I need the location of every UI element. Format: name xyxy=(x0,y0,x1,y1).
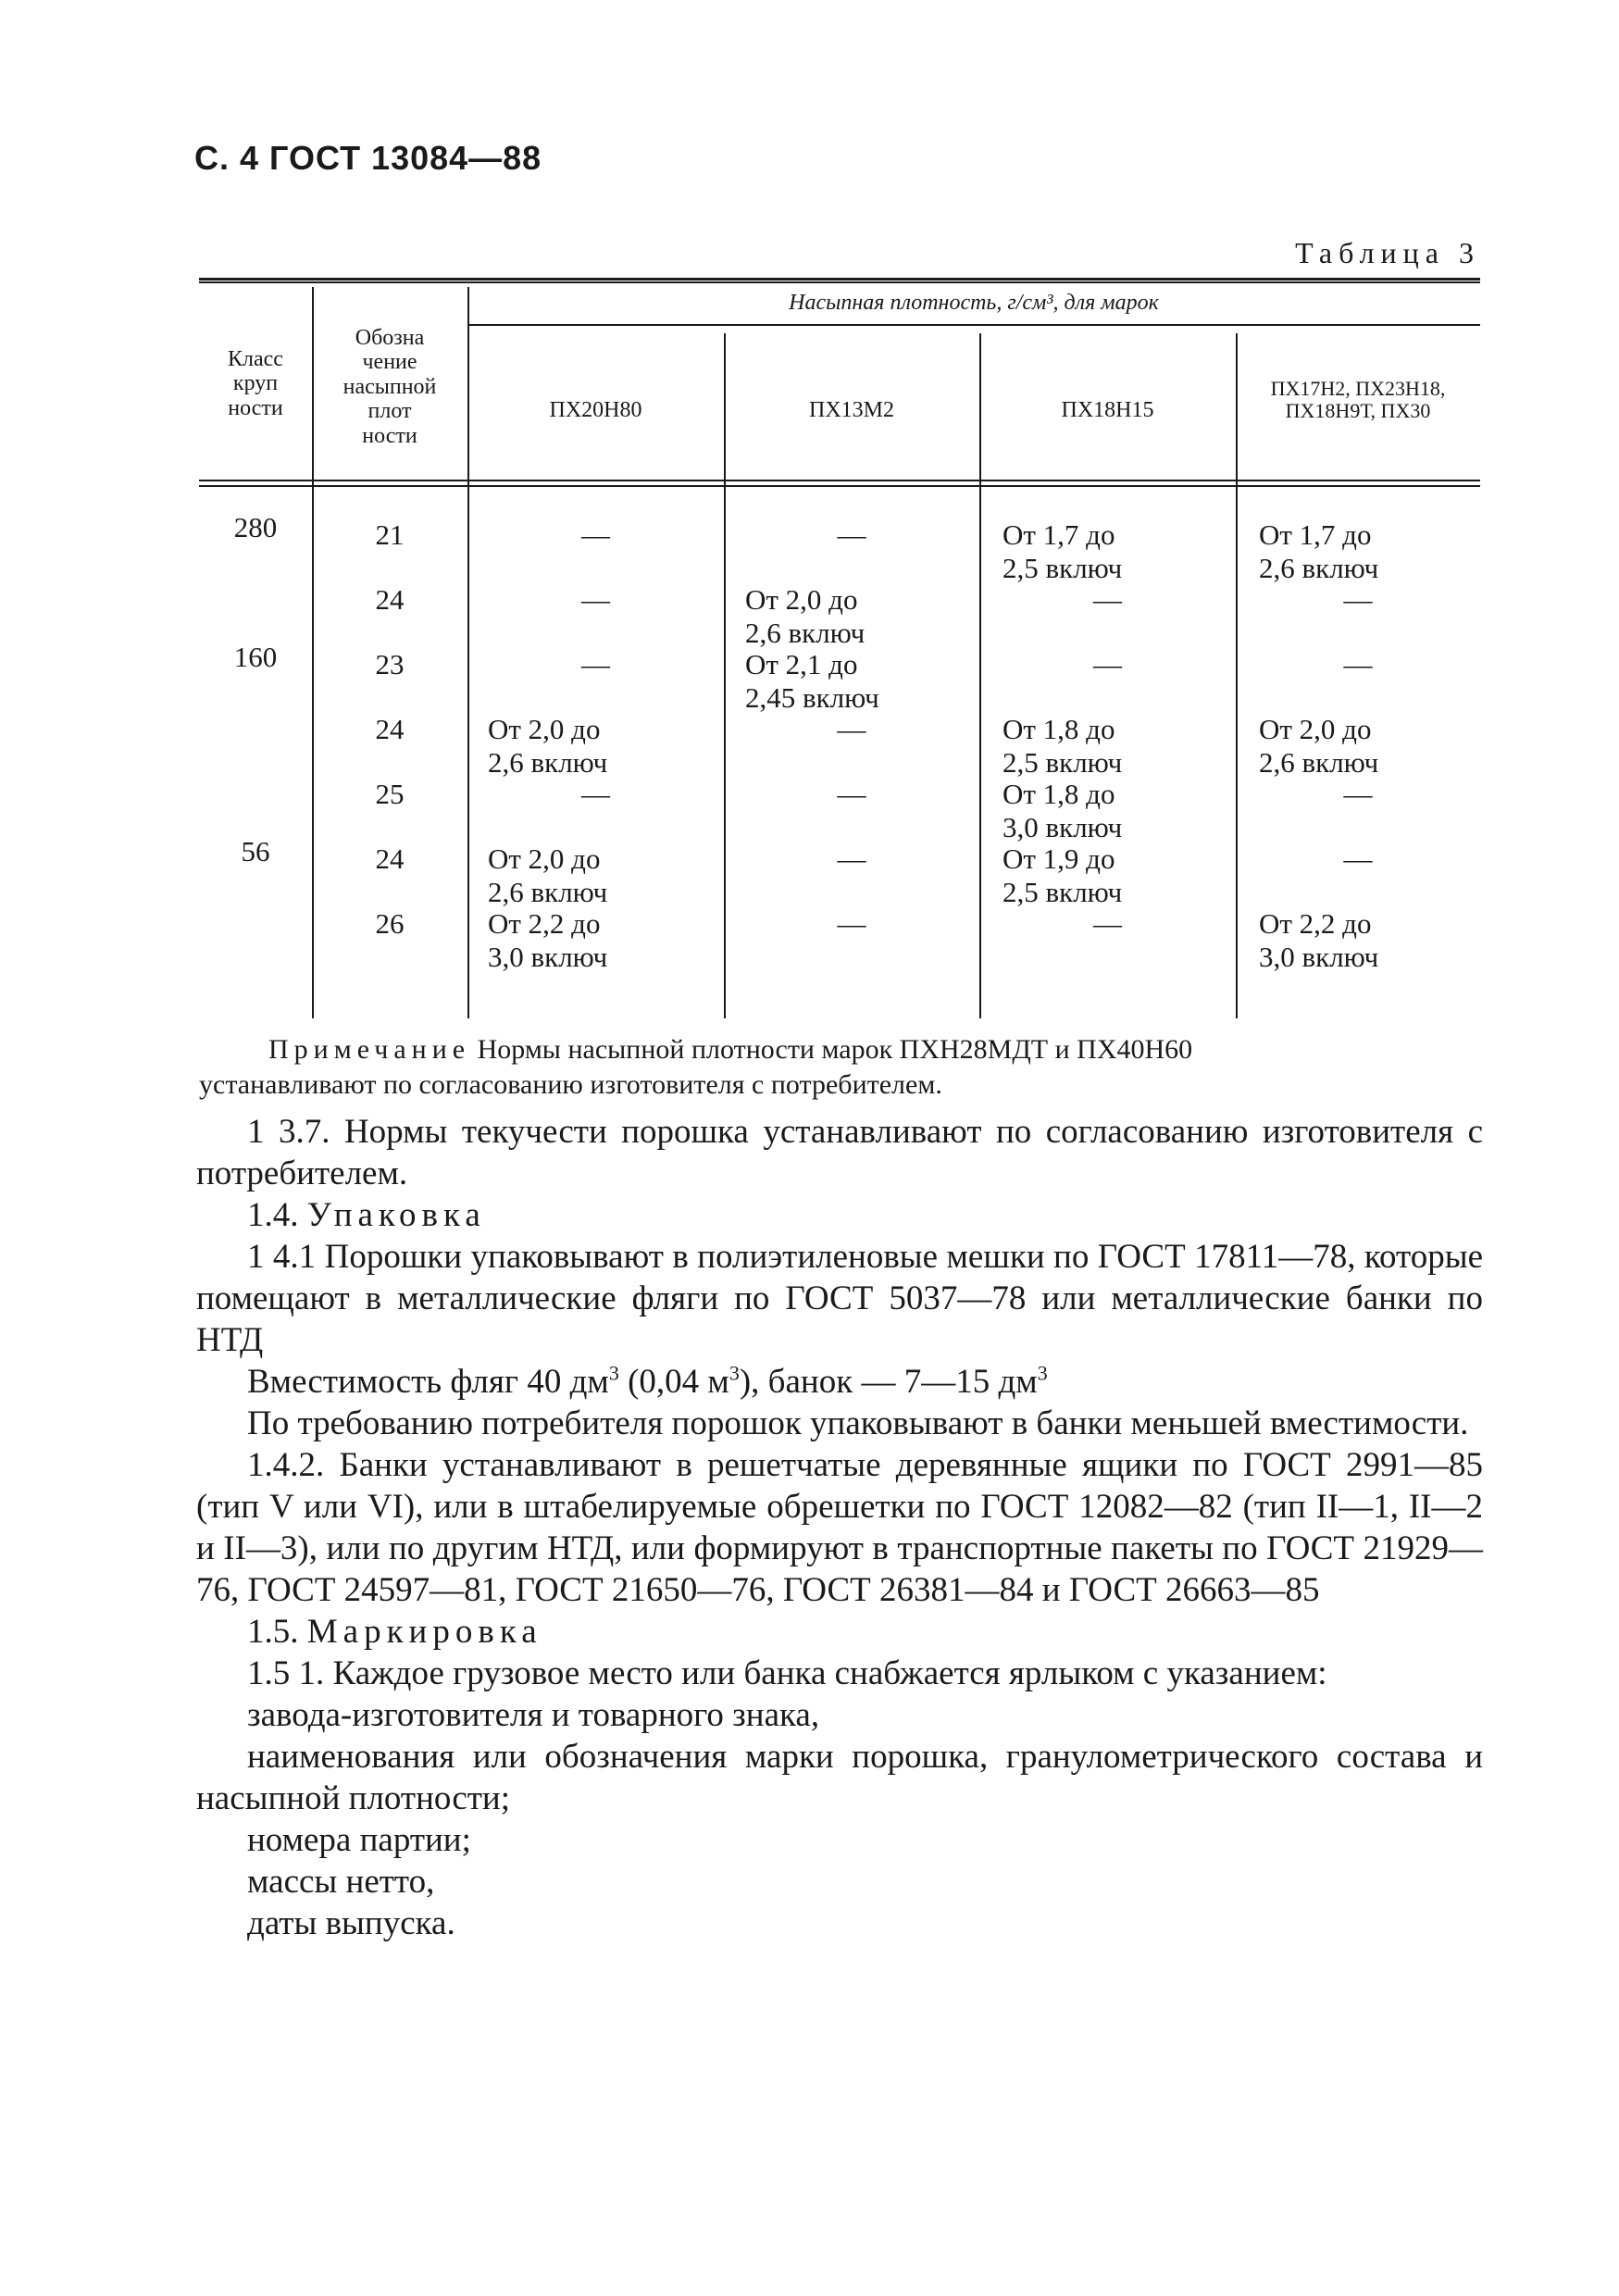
cell-dash: — xyxy=(581,518,610,551)
header-bottom-rule xyxy=(199,480,1480,481)
header-bottom-rule-2 xyxy=(199,485,1480,487)
cell-value: От 2,0 до xyxy=(1259,713,1372,745)
superscript: 3 xyxy=(729,1361,740,1385)
cell-value: От 2,2 до xyxy=(1259,907,1372,940)
table-caption: Таблица 3 xyxy=(1295,236,1480,269)
cell-value: 3,0 включ xyxy=(488,941,608,973)
superscript: 3 xyxy=(608,1361,619,1385)
capacity-text-c: ), банок — 7—15 дм xyxy=(739,1363,1038,1401)
cell-code: 24 xyxy=(375,583,405,616)
cell-value: 2,6 включ xyxy=(1259,552,1379,584)
cell-code: 26 xyxy=(375,907,405,940)
section-title: Упаковка xyxy=(306,1196,486,1234)
cell-dash: — xyxy=(1093,583,1122,616)
note-line-2: устанавливают по согласованию изготовителя с потребителем. xyxy=(199,1069,942,1100)
cell-value: От 1,9 до xyxy=(1003,842,1115,875)
header-code: Обозна чение насыпной плот ности xyxy=(342,326,437,448)
cell-dash: — xyxy=(837,713,866,745)
cell-dash: — xyxy=(1343,778,1373,810)
header-mark-4: ПХ17Н2, ПХ23Н18, ПХ18Н9Т, ПХ30 xyxy=(1270,377,1446,423)
cell-dash: — xyxy=(1343,842,1373,875)
cell-value: От 2,2 до xyxy=(488,907,601,940)
cell-value: 2,5 включ xyxy=(1003,876,1123,908)
capacity-text-a: Вместимость фляг 40 дм xyxy=(247,1363,609,1401)
superscript: 3 xyxy=(1037,1361,1048,1385)
paragraph-1-3-7: 1 3.7. Нормы текучести порошка устанавливают по согласованию изготовителя с потребителем. xyxy=(196,1113,1483,1192)
header-mark-3: ПХ18Н15 xyxy=(1061,398,1154,422)
section-heading-1-4 xyxy=(196,1194,1483,1236)
section-heading-1-5 xyxy=(196,1611,1483,1653)
cell-value: 3,0 включ xyxy=(1003,811,1123,843)
cell-code: 23 xyxy=(375,648,405,680)
cell-dash: — xyxy=(1093,648,1122,680)
cell-dash: — xyxy=(581,583,610,616)
note-label: Примечание xyxy=(268,1034,471,1065)
density-table xyxy=(199,278,1480,1018)
cell-value: От 1,8 до xyxy=(1003,778,1115,810)
cell-value: 2,6 включ xyxy=(488,746,608,779)
cell-value: От 1,7 до xyxy=(1003,518,1115,551)
cell-value: От 2,0 до xyxy=(488,713,601,745)
cell-dash: — xyxy=(581,778,610,810)
group-header-rule xyxy=(467,324,1480,326)
cell-code: 24 xyxy=(375,713,405,745)
cell-value: 2,5 включ xyxy=(1003,746,1123,779)
table-top-rule-2 xyxy=(199,281,1480,283)
paragraph-1-5-1: 1.5 1. Каждое грузовое место или банка снабжается ярлыком с указанием: xyxy=(247,1654,1327,1692)
header-mark-2: ПХ13М2 xyxy=(808,398,894,422)
cell-dash: — xyxy=(581,648,610,680)
paragraph-consumer-request: По требованию потребителя порошок упаковывают в банки меньшей вместимости. xyxy=(247,1404,1469,1442)
list-item: номера партии; xyxy=(247,1821,471,1859)
cell-dash: — xyxy=(837,518,866,551)
cell-dash: — xyxy=(1343,648,1373,680)
cell-value: 2,45 включ xyxy=(745,681,879,714)
section-title: Маркировка xyxy=(306,1613,542,1651)
list-item: наименования или обозначения марки порошка, гранулометрического состава и насыпной плотности; xyxy=(196,1738,1483,1817)
cell-class: 160 xyxy=(233,641,278,673)
cell-value: 2,6 включ xyxy=(745,617,866,649)
cell-code: 21 xyxy=(375,518,405,551)
cell-class: 280 xyxy=(233,511,278,543)
cell-value: От 1,8 до xyxy=(1003,713,1115,745)
header-mark-1: ПХ20Н80 xyxy=(549,398,642,422)
paragraph-capacity xyxy=(196,1361,1483,1403)
list-item: даты выпуска. xyxy=(247,1904,455,1942)
list-item: массы нетто, xyxy=(247,1863,435,1901)
list-item: завода-изготовителя и товарного знака, xyxy=(247,1696,820,1734)
cell-class: 56 xyxy=(241,835,270,867)
cell-code: 24 xyxy=(375,842,405,875)
cell-dash: — xyxy=(837,778,866,810)
cell-code: 25 xyxy=(375,778,405,810)
document-body xyxy=(196,1111,1483,1944)
cell-dash: — xyxy=(837,907,866,940)
paragraph-1-4-1: 1 4.1 Порошки упаковывают в полиэтиленовые мешки по ГОСТ 17811—78, которые помещают в металлические фляги по ГОСТ 5037—78 или металлические банки по НТД xyxy=(196,1238,1483,1359)
header-density-group: Насыпная плотность, г/см³, для марок xyxy=(789,291,1159,315)
cell-dash: — xyxy=(1343,583,1373,616)
note-line-1: Нормы насыпной плотности марок ПХН28МДТ и ПХ40Н60 xyxy=(470,1034,1193,1065)
cell-value: 3,0 включ xyxy=(1259,941,1379,973)
cell-value: 2,6 включ xyxy=(488,876,608,908)
cell-dash: — xyxy=(1093,907,1122,940)
cell-value: От 2,0 до xyxy=(745,583,858,616)
table-top-rule xyxy=(199,278,1480,281)
cell-dash: — xyxy=(837,842,866,875)
cell-value: От 1,7 до xyxy=(1259,518,1372,551)
cell-value: От 2,1 до xyxy=(745,648,858,680)
header-class: Класс круп ности xyxy=(228,347,283,420)
section-number: 1.4. xyxy=(247,1196,299,1234)
table-note xyxy=(199,1032,1481,1103)
paragraph-1-4-2: 1.4.2. Банки устанавливают в решетчатые деревянные ящики по ГОСТ 2991—85 (тип V или VI), или в штабелируемые обрешетки по ГОСТ 12082—82 (тип II—1, II—2 и II—3), или по другим НТД, или формируют в транспортные пакеты по ГОСТ 21929—76, ГОСТ 24597—81, ГОСТ 21650—76, ГОСТ 26381—84 и ГОСТ 26663—85 xyxy=(196,1446,1483,1609)
cell-value: 2,5 включ xyxy=(1003,552,1123,584)
section-number: 1.5. xyxy=(247,1613,299,1651)
capacity-text-b: (0,04 м xyxy=(618,1363,729,1401)
cell-value: От 2,0 до xyxy=(488,842,601,875)
page-header: С. 4 ГОСТ 13084—88 xyxy=(194,139,542,177)
cell-value: 2,6 включ xyxy=(1259,746,1379,779)
